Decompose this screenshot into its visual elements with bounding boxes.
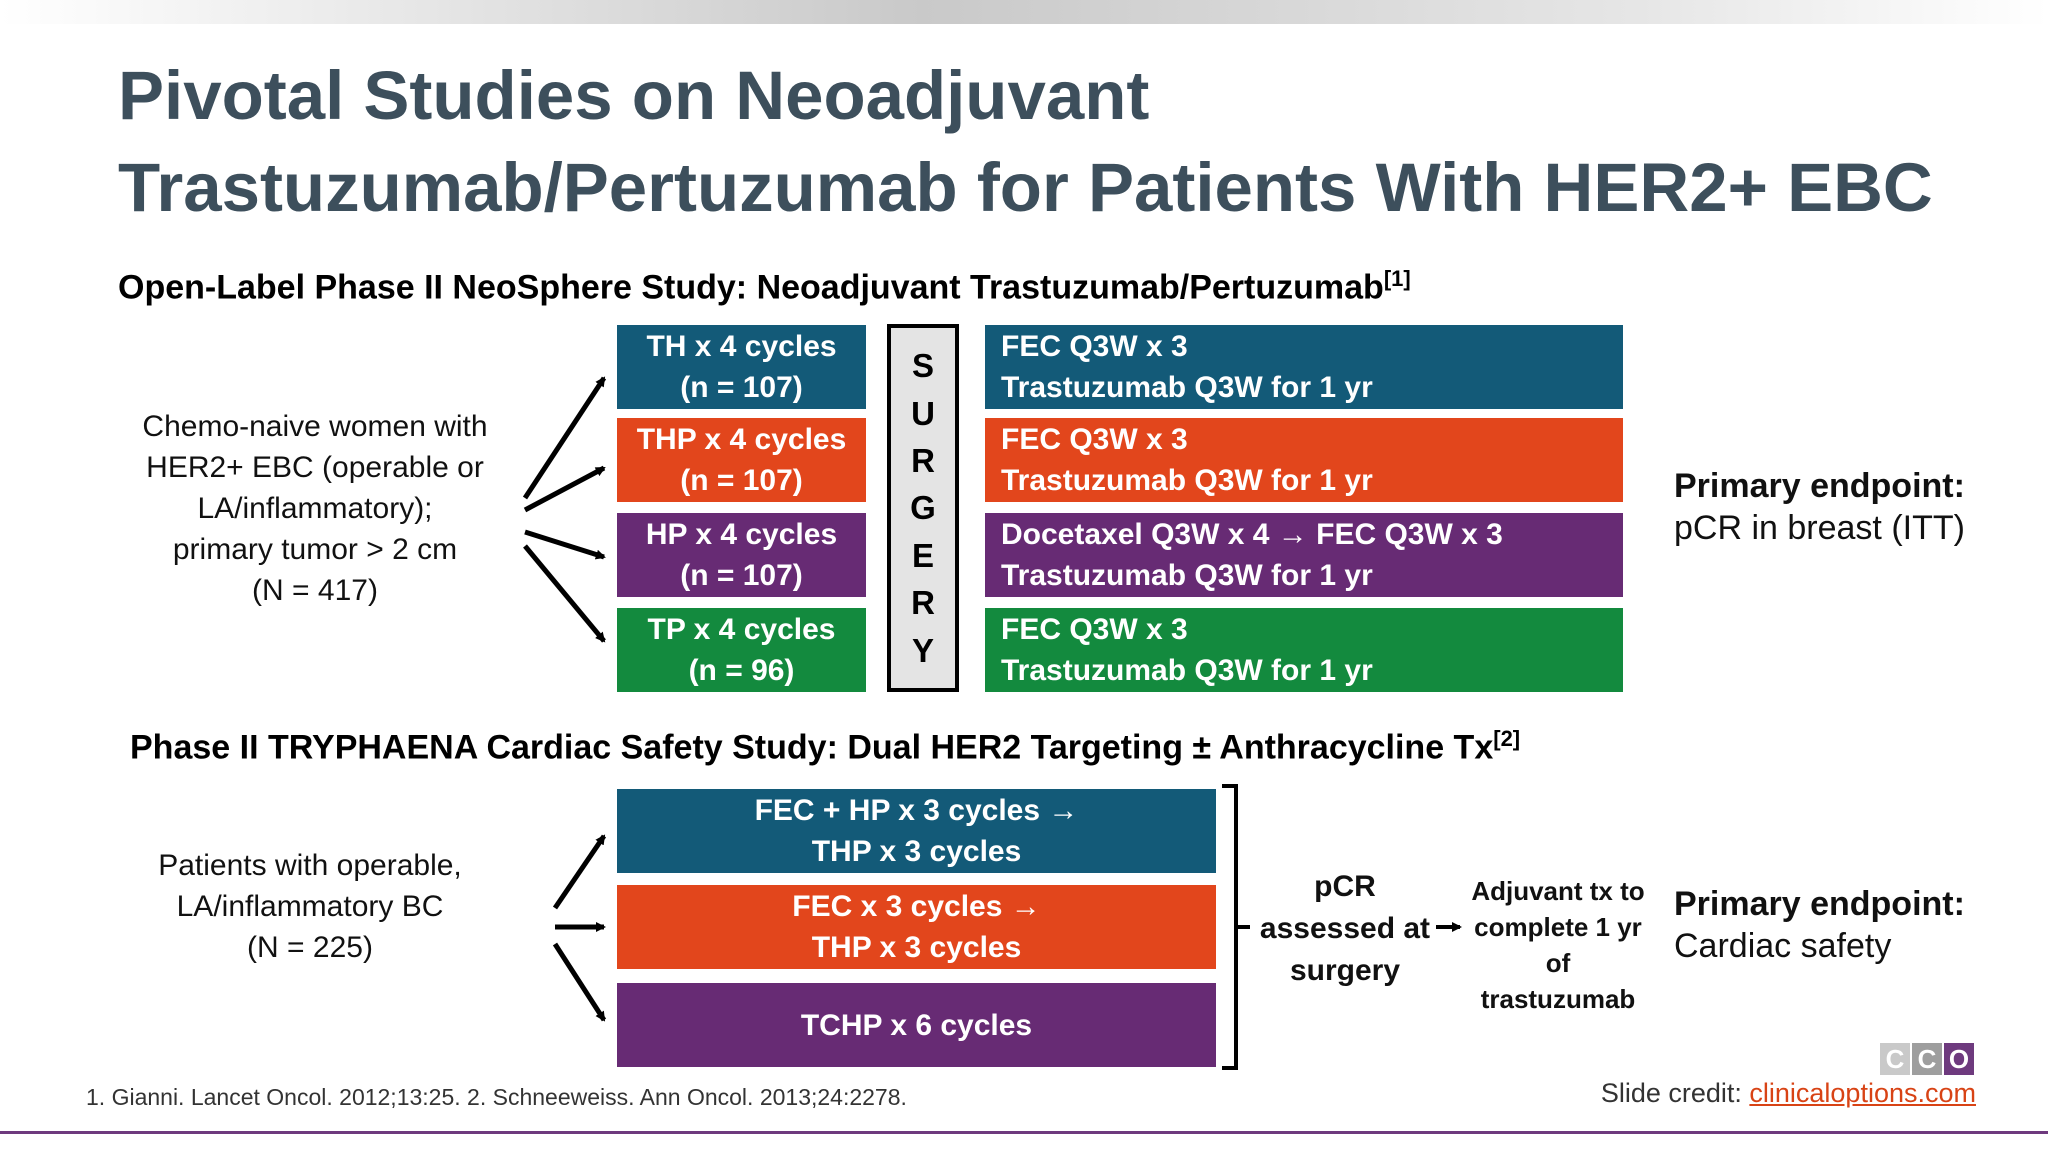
- adjuvant-tx-text: Adjuvant tx to complete 1 yr of trastuzumab: [1471, 876, 1645, 1014]
- study1-arm-thp: THP x 4 cycles (n = 107): [617, 418, 866, 502]
- study2-heading: Phase II TRYPHAENA Cardiac Safety Study: Dual HER2 Targeting ± Anthracycline Tx[2]: [130, 726, 1521, 767]
- slide-title: Pivotal Studies on Neoadjuvant Trastuzumab/Pertuzumab for Patients With HER2+ EBC: [118, 57, 1933, 226]
- arrow-study1-hp: [525, 532, 604, 557]
- study1-adjuvant-4: FEC Q3W x 3 Trastuzumab Q3W for 1 yr: [985, 608, 1623, 692]
- footer-references: 1. Gianni. Lancet Oncol. 2012;13:25. 2. Schneeweiss. Ann Oncol. 2013;24:2278.: [86, 1084, 907, 1110]
- study2-endpoint: Primary endpoint: Cardiac safety: [1674, 885, 1965, 965]
- cco-logo: C C O: [1880, 1043, 1974, 1075]
- study1-arm-th: TH x 4 cycles (n = 107): [617, 325, 866, 409]
- study1-adjuvant-1: FEC Q3W x 3 Trastuzumab Q3W for 1 yr: [985, 325, 1623, 409]
- slide-credit: Slide credit: clinicaloptions.com: [1600, 1078, 1976, 1108]
- study1-arm-hp: HP x 4 cycles (n = 107): [617, 513, 866, 597]
- study1-arm-tp: TP x 4 cycles (n = 96): [617, 608, 866, 692]
- study2-bracket: [1222, 786, 1250, 1068]
- arrow-study2-3: [555, 944, 604, 1020]
- study2-population: Patients with operable, LA/inflammatory BC (N = 225): [158, 849, 462, 964]
- study1-heading: Open-Label Phase II NeoSphere Study: Neoadjuvant Trastuzumab/Pertuzumab[1]: [118, 266, 1411, 307]
- pcr-assessment-text: pCR assessed at surgery: [1259, 870, 1431, 987]
- study2-arm-3: TCHP x 6 cycles: [617, 983, 1216, 1067]
- arrow-study1-th: [525, 378, 604, 498]
- study1-endpoint: Primary endpoint: pCR in breast (ITT): [1674, 467, 1965, 547]
- study2-arm-2: FEC x 3 cycles → THP x 3 cycles: [617, 885, 1216, 969]
- study1-population: Chemo-naive women with HER2+ EBC (operable or LA/inflammatory); primary tumor > 2 cm (N = 417): [142, 410, 488, 607]
- study2-arm-1: FEC + HP x 3 cycles → THP x 3 cycles: [617, 789, 1216, 873]
- arrow-study1-tp: [525, 546, 604, 641]
- arrow-study1-thp: [525, 468, 604, 510]
- study1-adjuvant-3: Docetaxel Q3W x 4 → FEC Q3W x 3 Trastuzumab Q3W for 1 yr: [985, 513, 1623, 597]
- bottom-divider: [0, 1131, 2048, 1134]
- surgery-box: S U R G E R Y: [887, 324, 959, 692]
- study1-adjuvant-2: FEC Q3W x 3 Trastuzumab Q3W for 1 yr: [985, 418, 1623, 502]
- clinicaloptions-link[interactable]: clinicaloptions.com: [1749, 1078, 1976, 1108]
- arrow-study2-1: [555, 836, 604, 908]
